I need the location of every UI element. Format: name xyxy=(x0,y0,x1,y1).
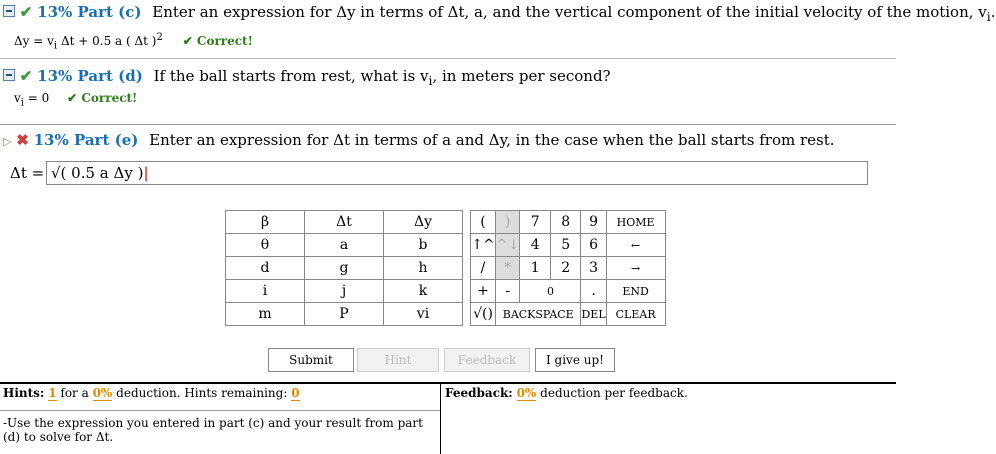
calc-key[interactable]: BACKSPACE xyxy=(496,303,581,326)
part-c-question: Enter an expression for Δy in terms of Δt, a, and the vertical component of the initial velocity of the motion, v xyxy=(152,3,987,21)
calc-key[interactable]: CLEAR xyxy=(606,303,665,326)
calc-key[interactable]: √() xyxy=(471,303,496,326)
var-key[interactable]: P xyxy=(305,303,384,326)
part-e-percent: 13% Part (e) xyxy=(33,131,139,149)
var-key[interactable]: k xyxy=(384,280,463,303)
feedback-line: Feedback: 0% deduction per feedback. xyxy=(445,386,688,400)
check-icon: ✔ xyxy=(19,3,33,21)
hints-remaining: 0 xyxy=(291,386,300,400)
calc-key: ) xyxy=(496,211,520,234)
var-key[interactable]: vi xyxy=(384,303,463,326)
answer-input[interactable]: √( 0.5 a Δy )| xyxy=(46,161,868,185)
part-d-question: If the ball starts from rest, what is v xyxy=(153,67,429,85)
var-key[interactable]: θ xyxy=(226,234,305,257)
divider xyxy=(0,124,896,125)
calc-key[interactable]: 5 xyxy=(550,234,581,257)
calc-key: * xyxy=(496,257,520,280)
collapse-icon[interactable] xyxy=(3,69,15,81)
calc-key[interactable]: ← xyxy=(606,234,665,257)
var-key[interactable]: Δy xyxy=(384,211,463,234)
calc-key[interactable]: ↑^ xyxy=(471,234,496,257)
calc-key[interactable]: DEL xyxy=(581,303,606,326)
calc-key[interactable]: - xyxy=(496,280,520,303)
var-key[interactable]: Δt xyxy=(305,211,384,234)
calc-key[interactable]: / xyxy=(471,257,496,280)
hints-sep xyxy=(0,410,440,411)
hint-deduction: 0% xyxy=(92,386,113,400)
calc-key[interactable]: . xyxy=(581,280,606,303)
part-d-percent: 13% Part (d) xyxy=(37,67,143,85)
variable-keypad xyxy=(225,210,463,326)
calc-key[interactable]: ( xyxy=(471,211,496,234)
calc-key[interactable]: END xyxy=(606,280,665,303)
variable-table xyxy=(225,210,463,326)
hint-button: Hint xyxy=(357,348,439,372)
part-e-header xyxy=(3,131,835,149)
text-cursor: | xyxy=(143,164,149,182)
feedback-deduction: 0% xyxy=(516,386,537,400)
x-icon: ✖ xyxy=(16,131,29,149)
calc-key[interactable]: 0 xyxy=(520,280,581,303)
calc-key[interactable]: + xyxy=(471,280,496,303)
var-key[interactable]: d xyxy=(226,257,305,280)
var-key[interactable]: i xyxy=(226,280,305,303)
check-icon: ✔ xyxy=(19,67,33,85)
calc-key[interactable]: 1 xyxy=(520,257,551,280)
var-key[interactable]: j xyxy=(305,280,384,303)
answer-label: Δt = xyxy=(10,164,45,182)
number-table xyxy=(470,210,666,326)
calc-key[interactable]: 2 xyxy=(550,257,581,280)
calc-key[interactable]: 3 xyxy=(581,257,606,280)
function-keypad xyxy=(470,210,666,326)
calc-key[interactable]: 4 xyxy=(520,234,551,257)
part-e-question: Enter an expression for Δt in terms of a and Δy, in the case when the ball starts from rest. xyxy=(149,131,835,149)
part-d-header: ✔ 13% Part (d) If the ball starts from rest, what is $v_i$, in meters per second? xyxy=(3,67,611,88)
var-key[interactable]: h xyxy=(384,257,463,280)
calc-key[interactable]: 9 xyxy=(581,211,606,234)
submit-button[interactable]: Submit xyxy=(268,348,354,372)
feedback-button: Feedback xyxy=(444,348,530,372)
correct-status: ✔ Correct! xyxy=(182,34,253,48)
var-key[interactable]: m xyxy=(226,303,305,326)
calc-key[interactable]: 7 xyxy=(520,211,551,234)
play-icon: ▷ xyxy=(3,135,12,148)
give-up-button[interactable]: I give up! xyxy=(535,348,615,372)
collapse-icon[interactable] xyxy=(3,5,15,17)
hint-count: 1 xyxy=(48,386,57,400)
calc-key[interactable]: → xyxy=(606,257,665,280)
var-key[interactable]: b xyxy=(384,234,463,257)
divider xyxy=(0,58,896,59)
part-c-answer: $\Delta y = v_i$ Δt + 0.5 a ( Δt )$^2$ ✔ Correct! xyxy=(14,32,253,52)
calc-key: ^↓ xyxy=(496,234,520,257)
var-key[interactable]: g xyxy=(305,257,384,280)
var-key[interactable]: β xyxy=(226,211,305,234)
calc-key[interactable]: HOME xyxy=(606,211,665,234)
part-c-header: ✔ 13% Part (c) Enter an expression for Δy in terms of Δt, a, and the vertical component of the initial velocity of the motion, $v_i$. xyxy=(3,3,996,24)
calc-key[interactable]: 8 xyxy=(550,211,581,234)
calc-key[interactable]: 6 xyxy=(581,234,606,257)
part-d-answer: $v_i = 0$ ✔ Correct! xyxy=(14,91,138,109)
var-key[interactable]: a xyxy=(305,234,384,257)
part-c-percent: 13% Part (c) xyxy=(37,3,142,21)
correct-status: ✔ Correct! xyxy=(67,91,138,105)
hints-line: Hints: 1 for a 0% deduction. Hints remaining: 0 xyxy=(3,386,300,400)
hint-text: -Use the expression you entered in part (c) and your result from part (d) to solve for Δt. xyxy=(3,416,423,444)
